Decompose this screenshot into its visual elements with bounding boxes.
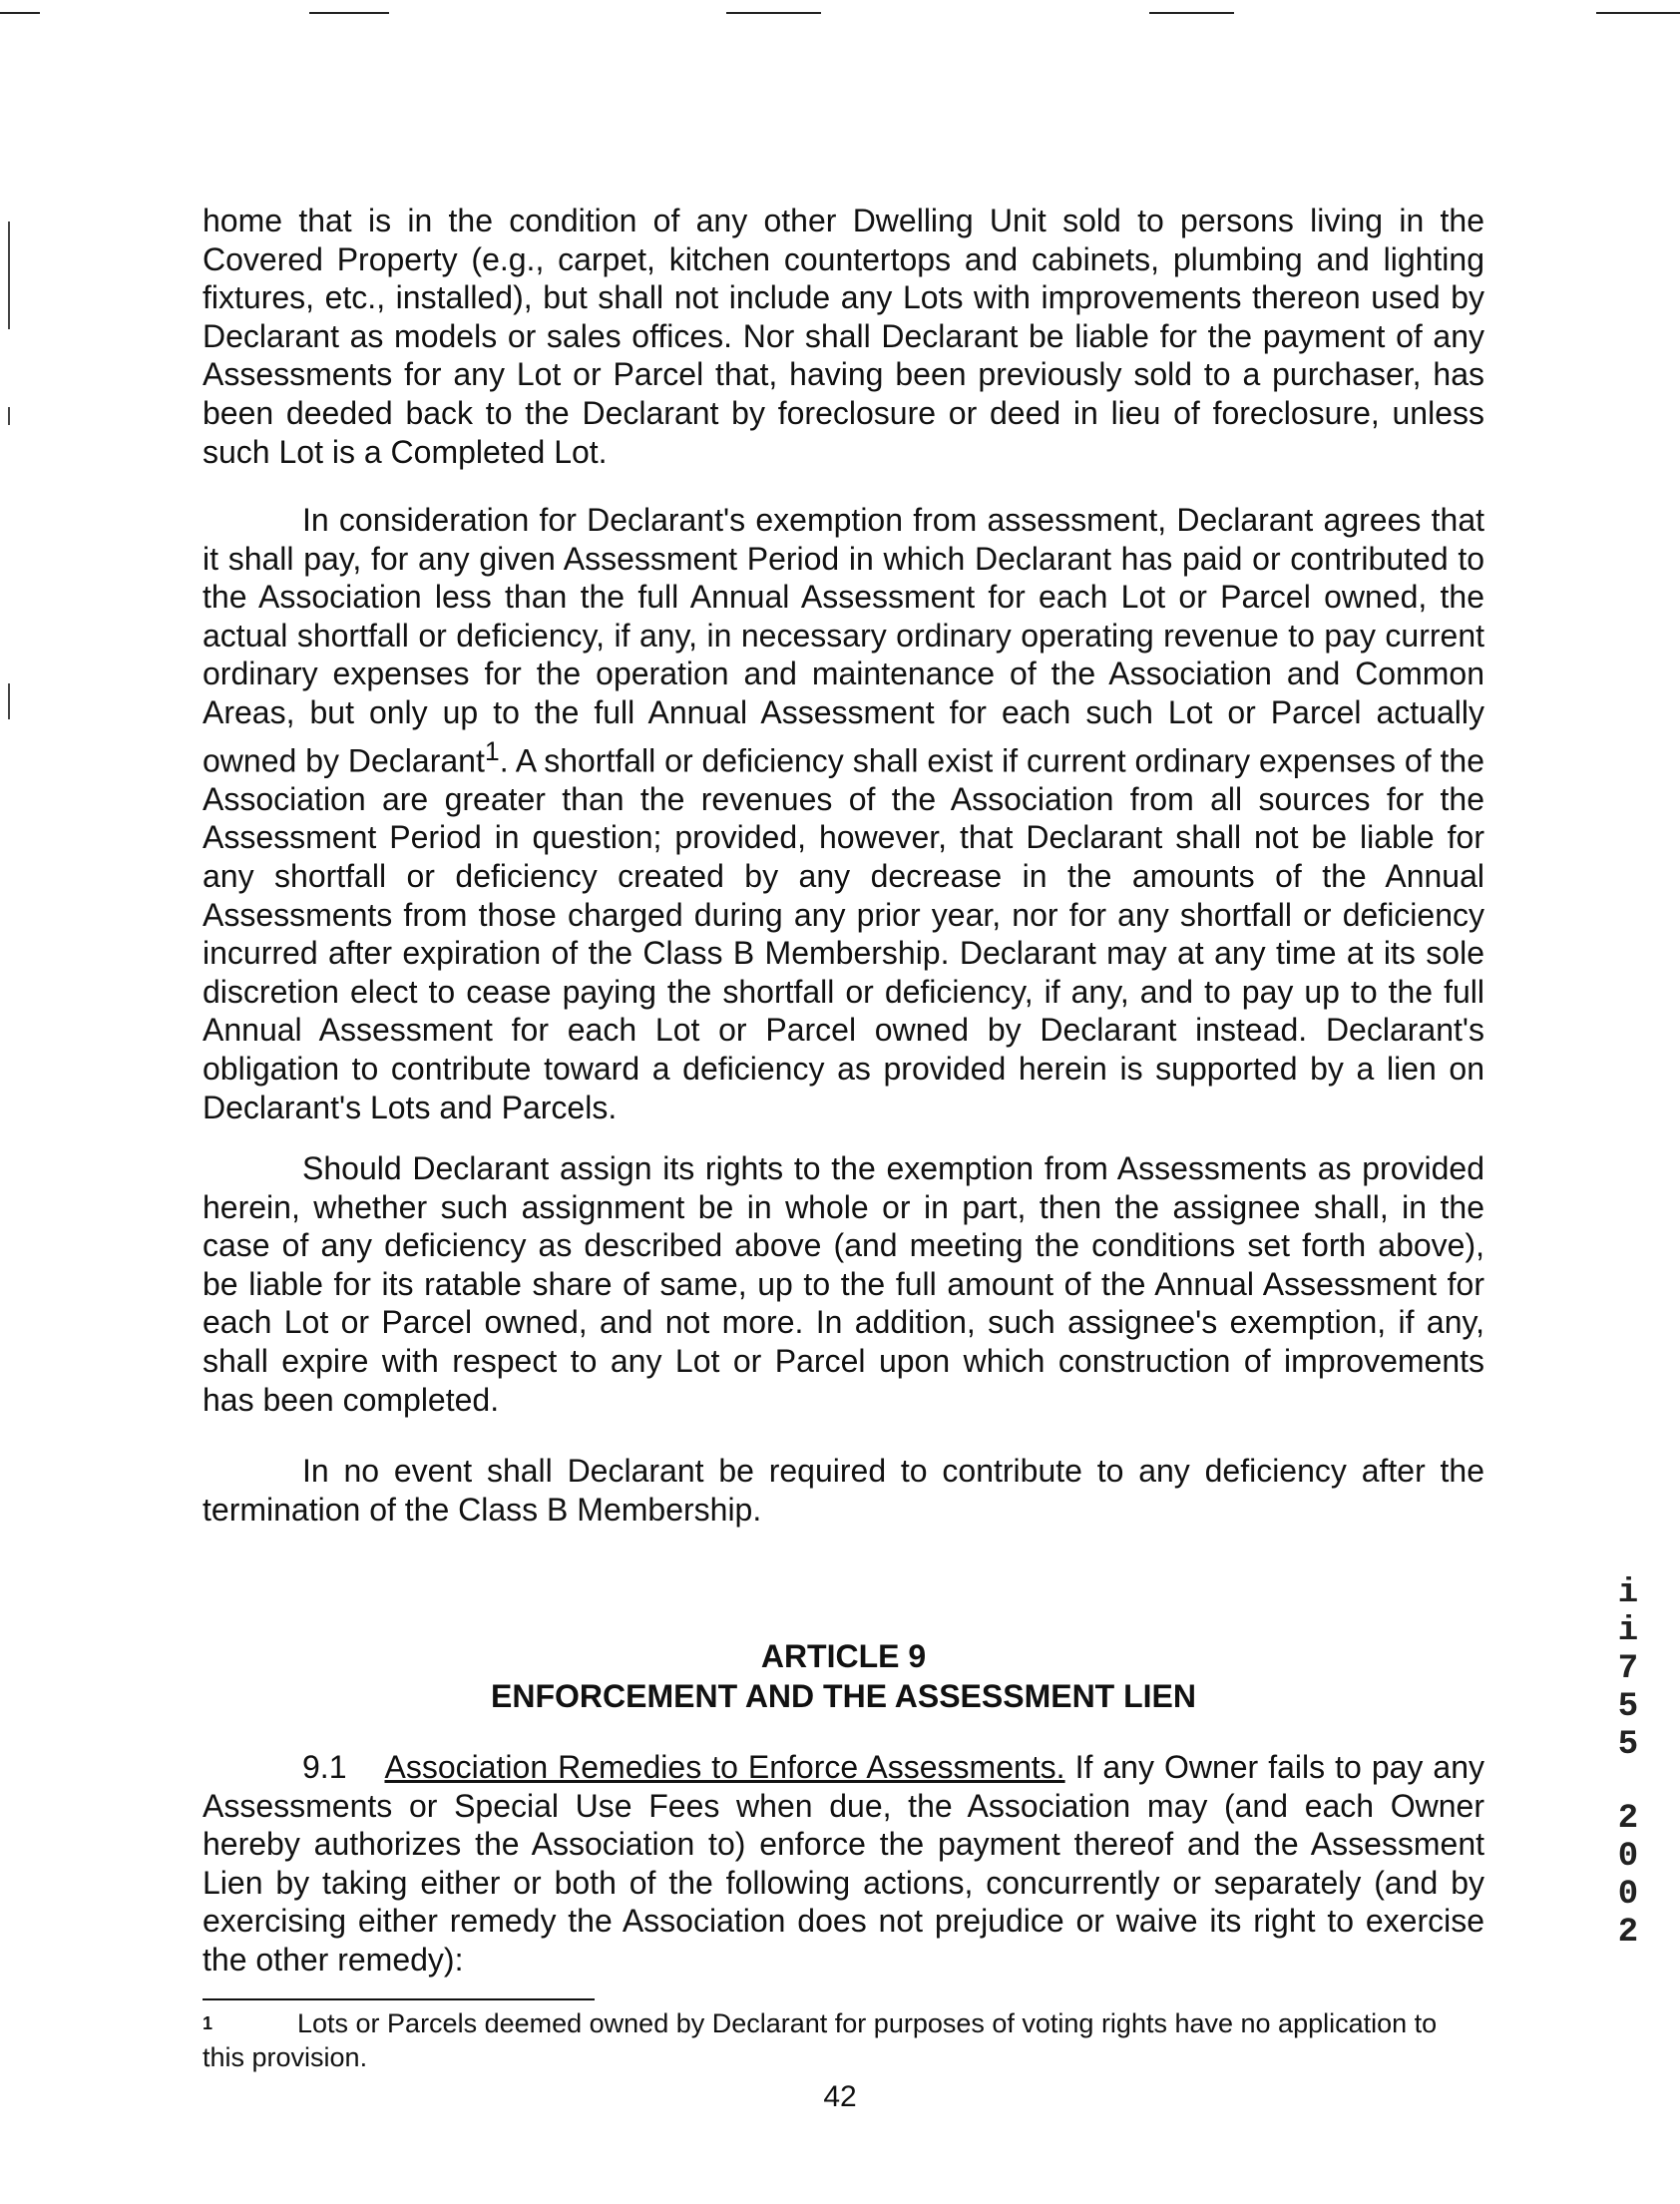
section-text: If any Owner fails to pay any Assessments or Special Use Fees when due, the Association may (and each Owner hereby authorizes the Association to) enforce the payment thereof and the Assessment Lien by taking either or both of the following actions, concurrently or separately (and by exercising either remedy the Association does not prejudice or waive its right to exercise the other remedy):	[203, 1749, 1485, 1978]
paragraph-3-text: Should Declarant assign its rights to the exemption from Assessments as provided herein, whether such assignment be in whole or in part, then the assignee shall, in the case of any deficiency as described above (and meeting the conditions set forth above), be liable for its ratable share of same, up to the full amount of the Annual Assessment for each Lot or Parcel owned, and not more. In addition, such assignee's exemption, if any, shall expire with respect to any Lot or Parcel upon which construction of improvements has been completed.	[203, 1150, 1484, 1418]
side-stamp-char: 5	[1617, 1688, 1639, 1726]
margin-line-1	[8, 221, 10, 329]
paragraph-4	[203, 1452, 1484, 1529]
side-stamp-char: 0	[1617, 1838, 1639, 1876]
side-stamp-char: i	[1617, 1612, 1639, 1650]
scan-mark-2	[309, 12, 389, 14]
side-stamp-char: 5	[1617, 1726, 1639, 1764]
footnote-mark: 1	[203, 2013, 213, 2033]
side-stamp-char: 7	[1617, 1650, 1639, 1688]
side-stamp	[1608, 1574, 1648, 1952]
side-stamp-char: 2	[1617, 1800, 1639, 1838]
footnote-divider	[203, 1998, 595, 2000]
article-title: ENFORCEMENT AND THE ASSESSMENT LIEN	[491, 1678, 1196, 1714]
article-number: ARTICLE 9	[760, 1638, 927, 1674]
side-stamp-char: 2	[1617, 1914, 1639, 1952]
article-heading	[203, 1636, 1484, 1716]
scan-mark-3	[726, 12, 821, 14]
paragraph-2-continuation: . A shortfall or deficiency shall exist if current ordinary expenses of the Association are greater than the revenues of the Association from all sources for the Assessment Period in question; provided, however, that Declarant shall not be liable for any shortfall or deficiency created by any decrease in the amounts of the Annual Assessments from those charged during any prior year, nor for any shortfall or deficiency incurred after expiration of the Class B Membership. Declarant may at any time at its sole discretion elect to cease paying the shortfall or deficiency, if any, and to pay up to the full Annual Assessment for each Lot or Parcel owned by Declarant instead. Declarant's obligation to contribute toward a deficiency as provided herein is supported by a lien on Declarant's Lots and Parcels.	[203, 742, 1485, 1125]
scan-mark-1	[0, 12, 40, 14]
paragraph-1	[203, 202, 1484, 471]
section-heading: Association Remedies to Enforce Assessments.	[384, 1749, 1065, 1785]
page-number: 42	[823, 2080, 857, 2113]
paragraph-2-text: In consideration for Declarant's exemption from assessment, Declarant agrees that it shall pay, for any given Assessment Period in which Declarant has paid or contributed to the Association less than the full Annual Assessment for each Lot or Parcel owned, the actual shortfall or deficiency, if any, in necessary ordinary operating revenue to pay current ordinary expenses for the operation and maintenance of the Association and Common Areas, but only up to the full Annual Assessment for each such Lot or Parcel actually owned by Declarant	[203, 502, 1484, 779]
side-stamp-char: 0	[1617, 1876, 1639, 1914]
paragraph-4-text: In no event shall Declarant be required to contribute to any deficiency after the termination of the Class B Membership.	[203, 1453, 1484, 1528]
footnote-reference: 1	[484, 735, 500, 766]
paragraph-1-text: home that is in the condition of any other Dwelling Unit sold to persons living in the Covered Property (e.g., carpet, kitchen countertops and cabinets, plumbing and lighting fixtures, etc., installed), but shall not include any Lots with improvements thereon used by Declarant as models or sales offices. Nor shall Declarant be liable for the payment of any Assessments for any Lot or Parcel that, having been previously sold to a purchaser, has been deeded back to the Declarant by foreclosure or deed in lieu of foreclosure, unless such Lot is a Completed Lot.	[203, 203, 1484, 470]
paragraph-2	[203, 501, 1484, 1126]
section-9-1	[203, 1748, 1484, 1980]
scan-mark-5	[1596, 12, 1680, 14]
margin-line-2	[8, 407, 10, 425]
footnote	[203, 2006, 1484, 2074]
margin-line-3	[8, 683, 10, 719]
paragraph-3	[203, 1149, 1484, 1419]
side-stamp-char: i	[1617, 1574, 1639, 1612]
scan-mark-4	[1149, 12, 1234, 14]
footnote-text: Lots or Parcels deemed owned by Declarant for purposes of voting rights have no application to this provision.	[203, 2008, 1438, 2072]
section-number: 9.1	[302, 1749, 347, 1785]
